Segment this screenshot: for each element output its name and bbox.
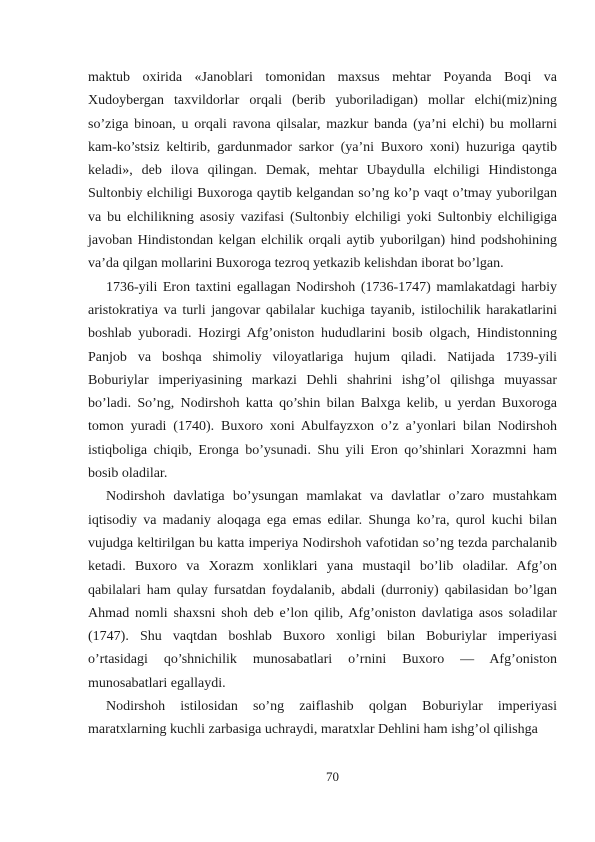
paragraph-nodirshoh-istilosi: 1736-yili Eron taxtini egallagan Nodirshoh (1736-1747) mamlakatdagi harbiy aristokratiya va turli jangovar qabilalar kuchiga tayanib, istilochilik harakatlarini boshlab yuboradi. Hozirgi Afg’oniston hududlarini bosib olgach, Hindistonning Panjob va boshqa shimoliy viloyatlariga hujum qiladi. Natijada 1739-yili Boburiylar imperiyasining markazi Dehli shahrini ishg’ol qilishga muyassar bo’ladi. So’ng, Nodirshoh katta qo’shin bilan Balxga kelib, u yerdan Buxoroga tomon yuradi (1740). Buxoro xoni Abulfayzxon o’z a’yonlari bilan Nodirshoh istiqboliga chiqib, Eronga bo’ysunadi. Shu yili Eron qo’shinlari Xorazmni ham bosib oladilar. <box>88 279 557 482</box>
document-page <box>88 66 557 742</box>
paragraph-boburiylar-zaiflashuvi: Nodirshoh istilosidan so’ng zaiflashib qolgan Boburiylar imperiyasi maratxlarning kuchli zarbasiga uchraydi, maratxlar Dehlini ham ishg’ol qilishga <box>88 699 557 738</box>
page-number: 70 <box>326 769 339 784</box>
paragraph-elchilik-ilova: maktub oxirida «Janoblari tomonidan maxsus mehtar Poyanda Boqi va Xudoybergan taxvildorlar orqali (berib yuboriladigan) mollar elchi(miz)ning so’ziga binoan, u orqali ravona qilsalar, mazkur banda (ya’ni elchi) bu mollarni kam-ko’stsiz keltirib, gardunmador sarkor (ya’ni Buxoro xoni) huzuriga qaytib keladi», deb ilova qilingan. Demak, mehtar Ubaydulla elchiligi Hindistonga Sultonbiy elchiligi Buxoroga qaytib kelgandan so’ng ko’p vaqt o’tmay yuborilgan va bu elchilikning asosiy vazifasi (Sultonbiy elchiligi yoki Sultonbiy elchiligiga javoban Hindistondan kelgan elchilik orqali aytib yuborilgan) hind podshohining va’da qilgan mollarini Buxoroga tezroq yetkazib kelishdan iborat bo’lgan. <box>88 70 557 272</box>
paragraph-imperiya-parchalanishi: Nodirshoh davlatiga bo’ysungan mamlakat va davlatlar o’zaro mustahkam iqtisodiy va madaniy aloqaga ega emas edilar. Shunga ko’ra, qurol kuchi bilan vujudga keltirilgan bu katta imperiya Nodirshoh vafotidan so’ng tezda parchalanib ketadi. Buxoro va Xorazm xonliklari yana mustaqil bo’lib oladilar. Afg’on qabilalari ham qulay fursatdan foydalanib, abdali (durroniy) qabilasidan bo’lgan Ahmad nomli shaxsni shoh deb e’lon qilib, Afg’oniston davlatiga asos soladilar (1747). Shu vaqtdan boshlab Buxoro xonligi bilan Boburiylar imperiyasi o’rtasidagi qo’shnichilik munosabatlari o’rnini Buxoro — Afg’oniston munosabatlari egallaydi. <box>88 489 557 691</box>
